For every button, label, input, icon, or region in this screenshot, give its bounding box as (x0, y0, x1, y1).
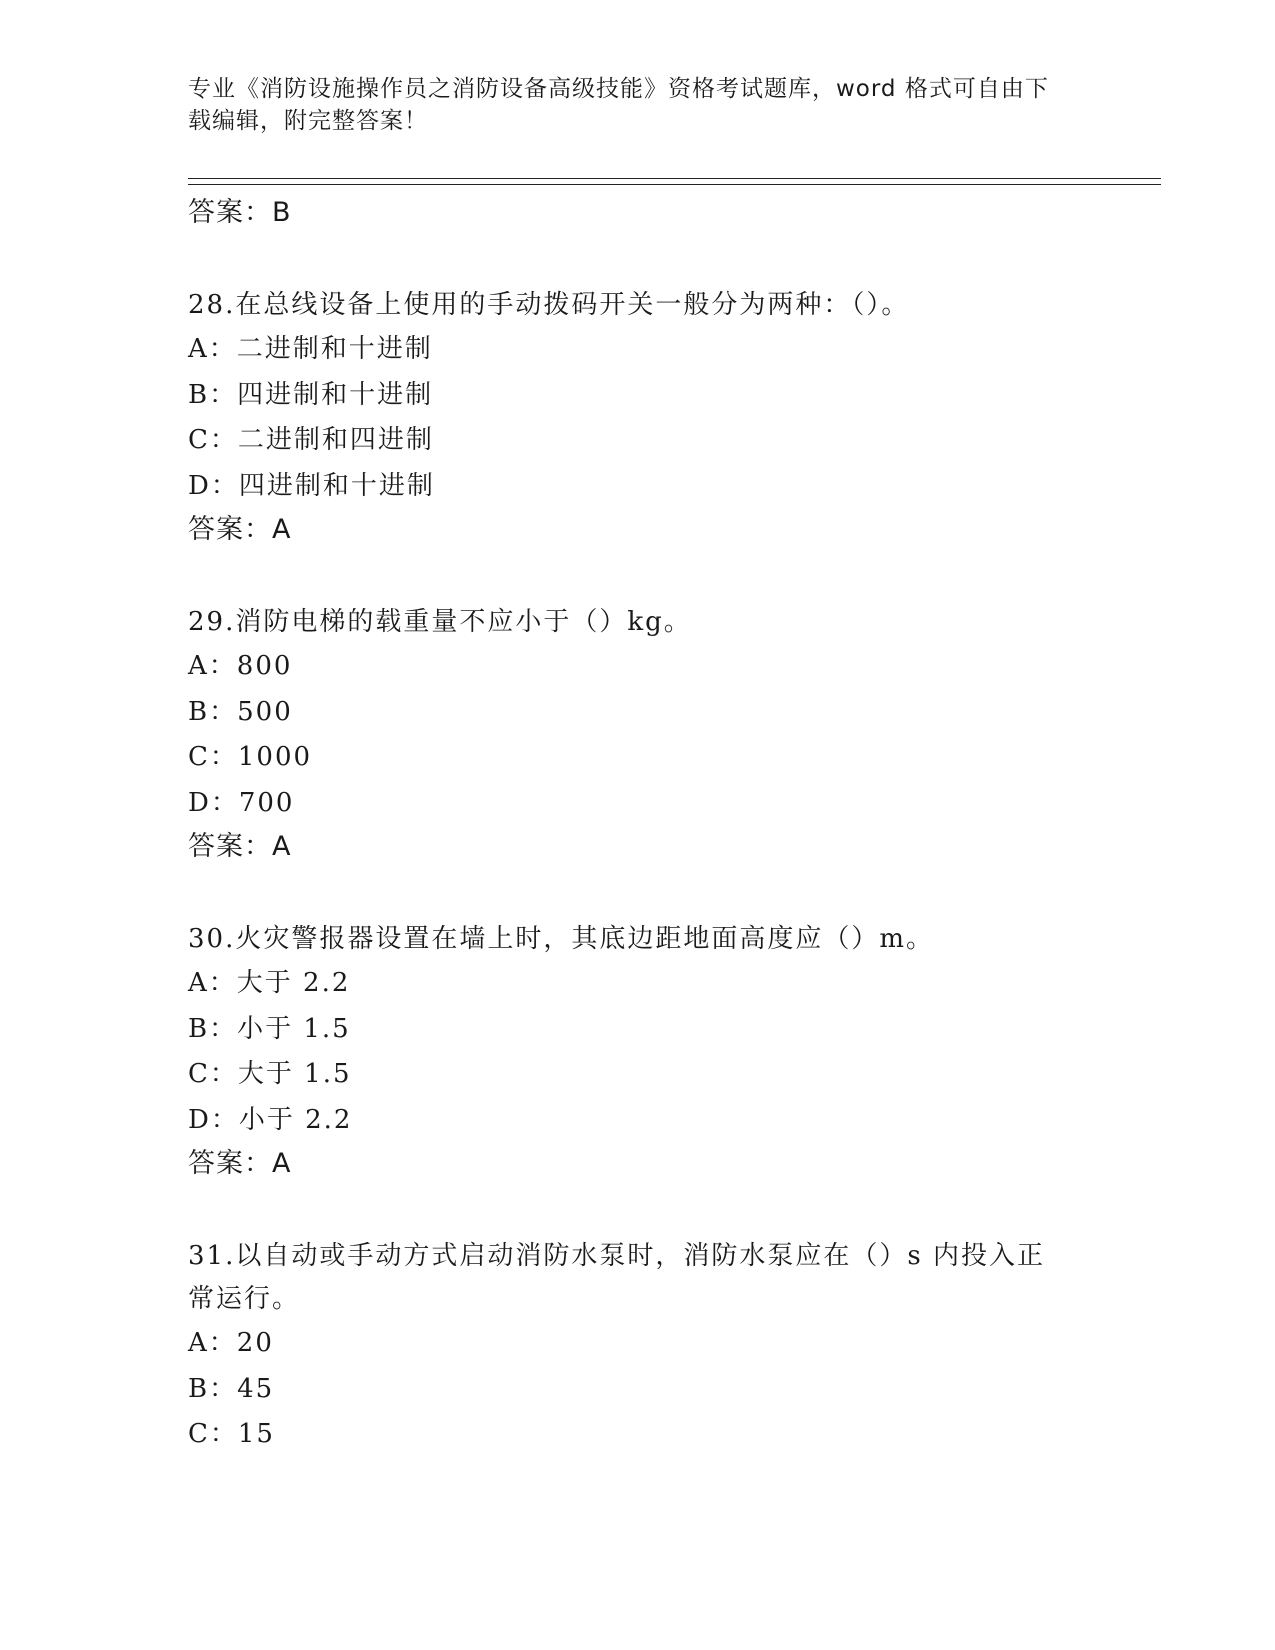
option-d: D：小于 2.2 (188, 1104, 353, 1135)
header-line-2: 载编辑，附完整答案！ (188, 108, 428, 134)
question-block-31 (188, 1235, 1108, 1458)
question-text: 28.在总线设备上使用的手动拨码开关一般分为两种：（）。 (188, 290, 910, 320)
option-a: A：二进制和十进制 (188, 334, 433, 364)
option-a: A：大于 2.2 (188, 968, 351, 998)
header-divider-bottom (188, 184, 1161, 185)
option-b: B：500 (188, 696, 293, 727)
option-b: B：45 (188, 1373, 275, 1404)
option-a: A：800 (188, 651, 293, 681)
block-spacer (188, 234, 1108, 284)
option-a: A：20 (188, 1328, 274, 1358)
question-text-line-2: 常运行。 (188, 1284, 301, 1314)
option-b: B：小于 1.5 (188, 1013, 351, 1044)
option-d: D：四进制和十进制 (188, 470, 435, 501)
option-c: C：大于 1.5 (188, 1059, 352, 1089)
answer-line: 答案：A (188, 514, 292, 545)
answer-line: 答案：A (188, 1148, 292, 1179)
question-block-28 (188, 284, 1108, 551)
question-list (188, 192, 1108, 1458)
answer-line: 答案：A (188, 831, 292, 862)
block-spacer (188, 868, 1108, 918)
question-block-29 (188, 601, 1108, 868)
block-spacer (188, 1185, 1108, 1235)
question-text: 30.火灾警报器设置在墙上时，其底边距地面高度应（）m。 (188, 924, 935, 954)
answer-line: 答案：B (188, 197, 292, 228)
block-spacer (188, 551, 1108, 601)
option-b: B：四进制和十进制 (188, 379, 434, 410)
page-header (188, 73, 1068, 137)
question-block-30 (188, 918, 1108, 1185)
option-c: C：二进制和四进制 (188, 425, 434, 455)
option-d: D：700 (188, 787, 295, 818)
question-text-line-1: 31.以自动或手动方式启动消防水泵时，消防水泵应在（）s 内投入正 (188, 1241, 1045, 1271)
header-divider-top (188, 178, 1161, 179)
header-line-1: 专业《消防设施操作员之消防设备高级技能》资格考试题库，word 格式可自由下 (188, 76, 1049, 102)
option-c: C：1000 (188, 742, 313, 772)
question-text: 29.消防电梯的载重量不应小于（）kg。 (188, 607, 692, 637)
option-c: C：15 (188, 1419, 275, 1449)
